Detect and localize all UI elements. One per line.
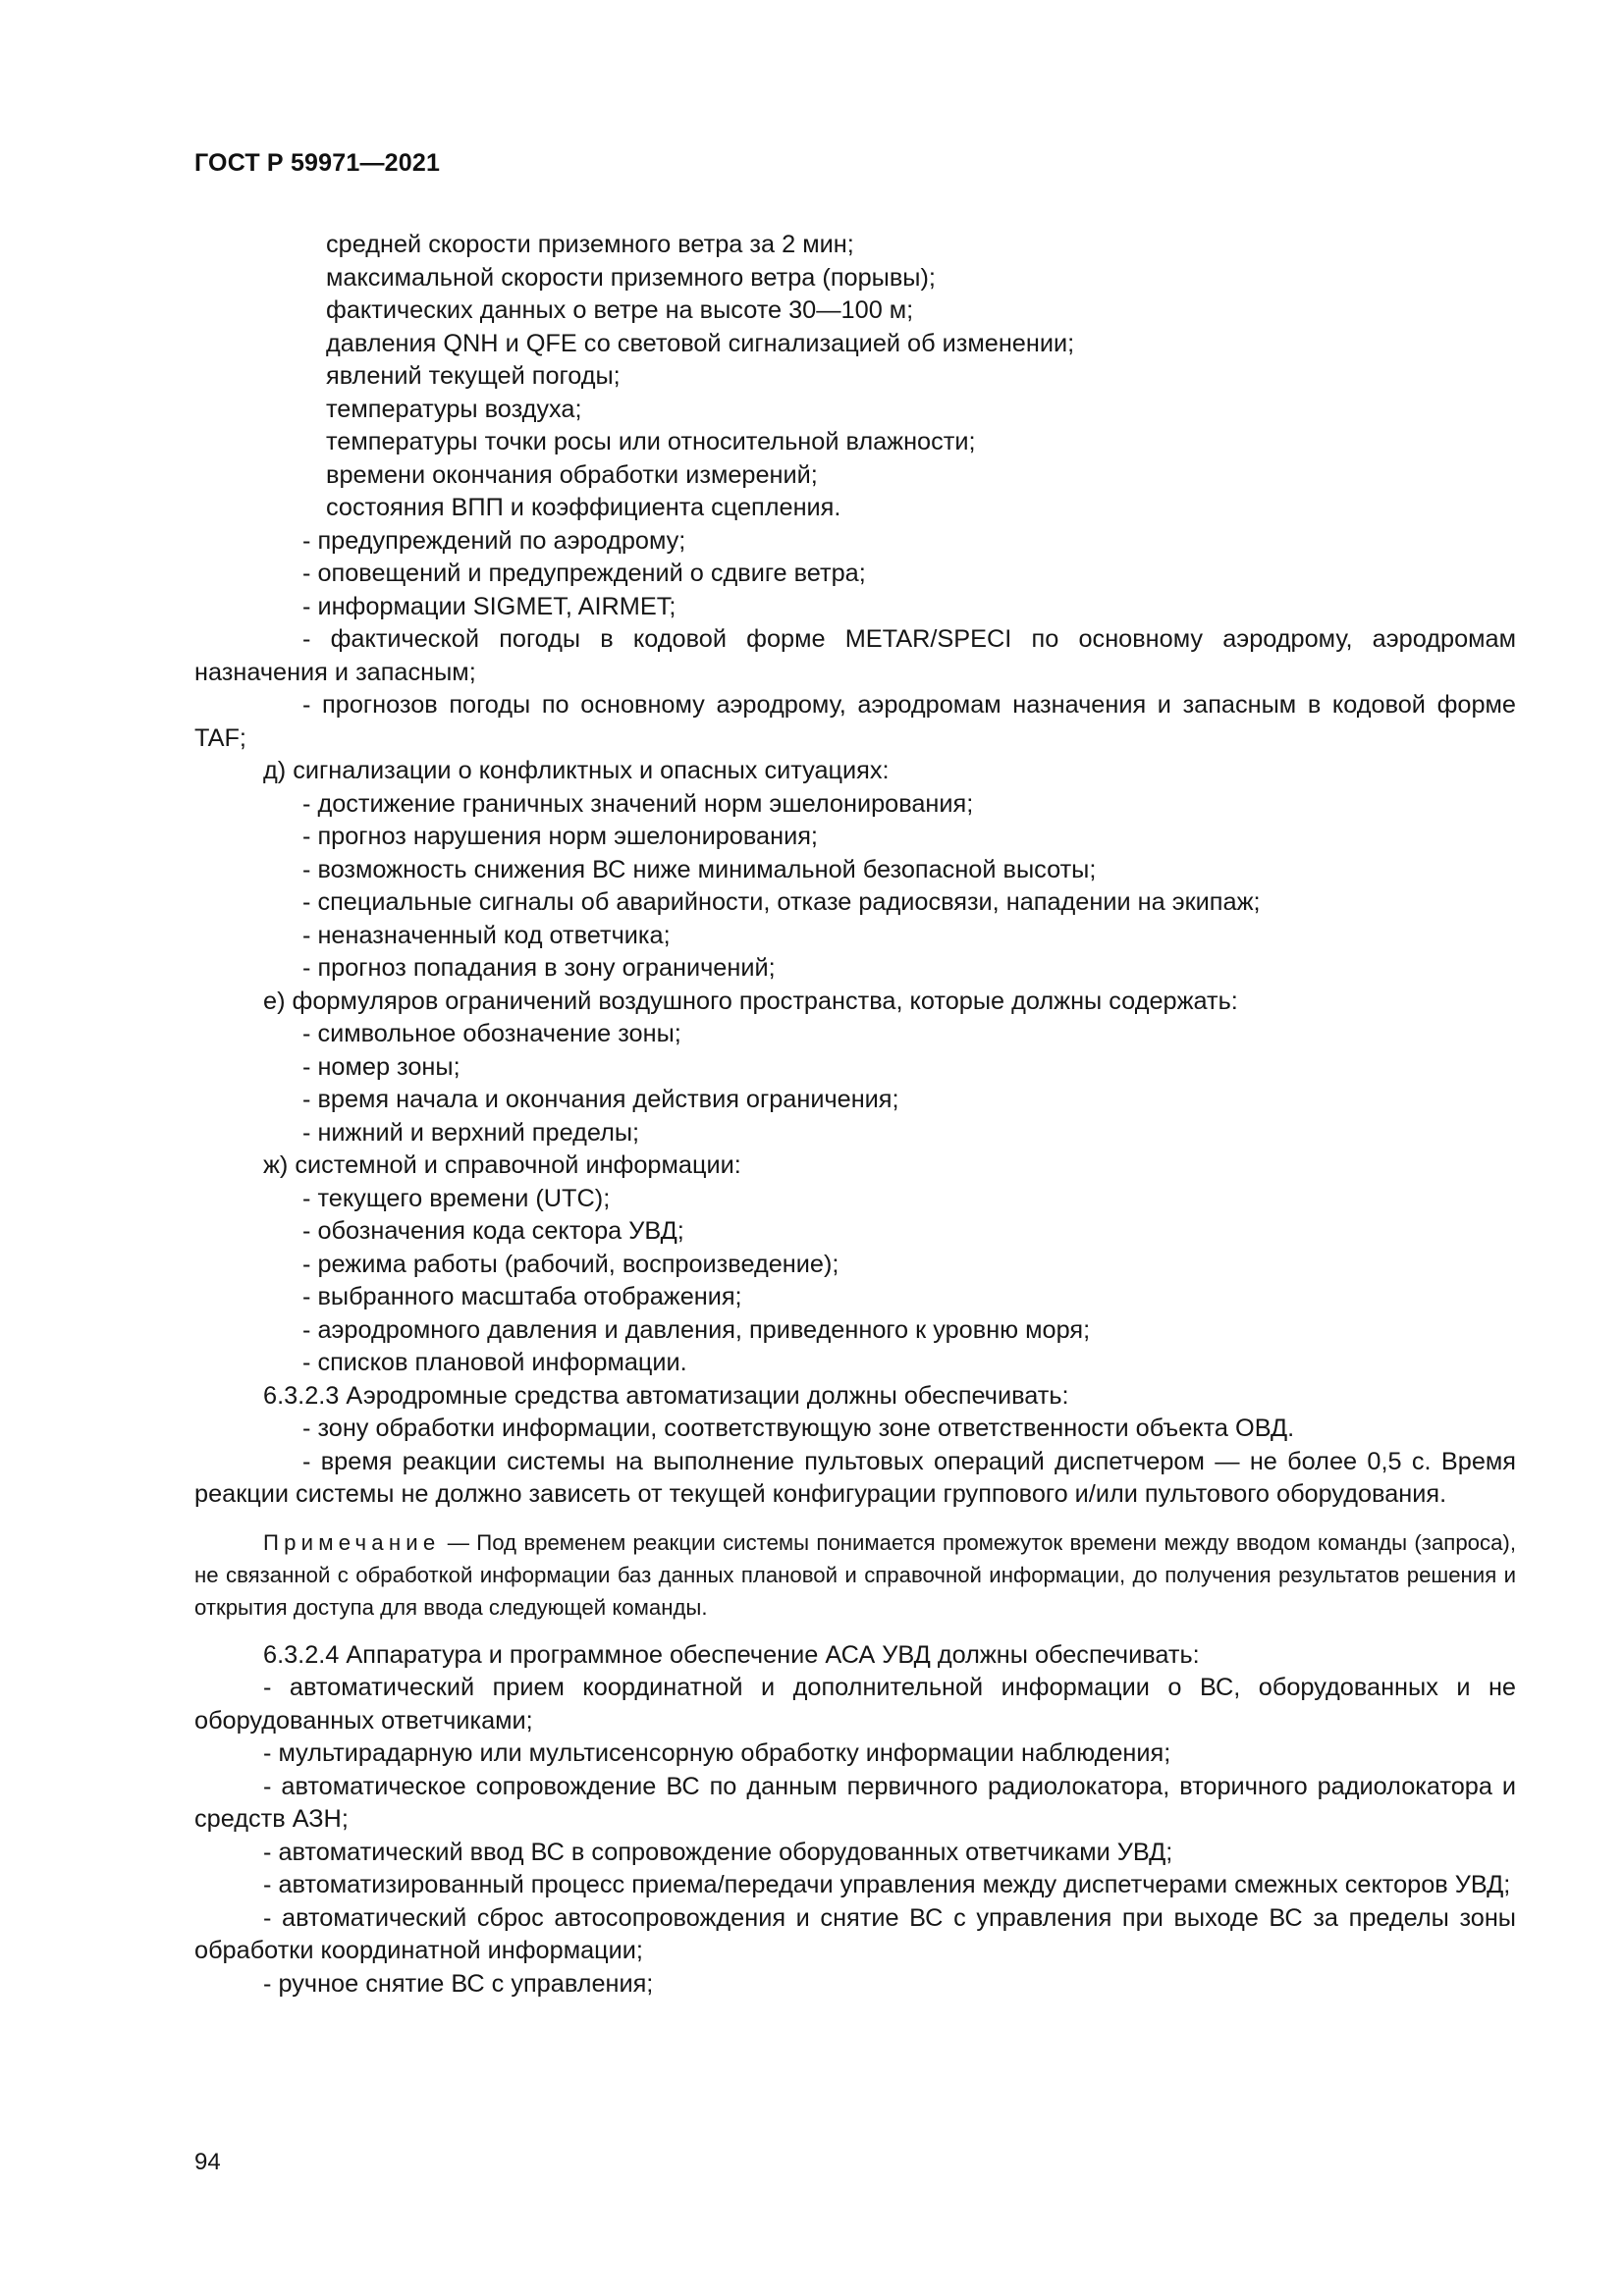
page-number: 94 [194, 2149, 221, 2175]
list-item: - ручное снятие ВС с управления; [263, 1969, 654, 1998]
list-item: - прогнозов погоды по основному аэродрому, аэродромам назначения и запасным в кодовой форме TAF; [194, 691, 1516, 752]
list-item: - автоматический прием координатной и дополнительной информации о ВС, оборудованных и не оборудованных ответчиками; [194, 1674, 1516, 1735]
list-item: - автоматизированный процесс приема/передачи управления между диспетчерами смежных секторов УВД; [263, 1871, 1511, 1898]
document-header: ГОСТ Р 59971—2021 [194, 149, 441, 177]
list-item: - нижний и верхний пределы; [302, 1118, 640, 1147]
list-item: - информации SIGMET, AIRMET; [302, 592, 677, 620]
list-item: температуры точки росы или относительной влажности; [326, 428, 976, 455]
list-item: - автоматический сброс автосопровождения и снятие ВС с управления при выходе ВС за пределы зоны обработки координатной информации; [194, 1903, 1516, 1964]
list-item: - выбранного масштаба отображения; [302, 1283, 742, 1310]
list-item: средней скорости приземного ветра за 2 мин; [326, 231, 854, 258]
list-item: времени окончания обработки измерений; [326, 460, 818, 489]
list-item: - автоматическое сопровождение ВС по данным первичного радиолокатора, вторичного радиолокатора и средств АЗН; [194, 1772, 1516, 1833]
note-paragraph [194, 1526, 1516, 1624]
list-item: - списков плановой информации. [302, 1349, 687, 1376]
section-heading: 6.3.2.4 Аппаратура и программное обеспечение АСА УВД должны обеспечивать: [263, 1640, 1200, 1669]
note-text: — Под временем реакции системы понимается промежуток времени между вводом команды (запроса), не связанной с обработкой информации баз данных плановой и справочной информации, до получения результатов решения и открытия доступа для ввода следующей команды. [194, 1529, 1516, 1620]
list-item: - режима работы (рабочий, воспроизведение); [302, 1250, 839, 1278]
document-body [194, 229, 1516, 2001]
list-item: - достижение граничных значений норм эшелонирования; [302, 789, 974, 818]
list-heading: е) формуляров ограничений воздушного пространства, которые должны содержать: [263, 987, 1238, 1015]
section-heading: 6.3.2.3 Аэродромные средства автоматизации должны обеспечивать: [263, 1381, 1069, 1410]
list-item: - специальные сигналы об аварийности, отказе радиосвязи, нападении на экипаж; [302, 888, 1261, 916]
note-label: Примечание [263, 1529, 441, 1555]
list-item: - прогноз попадания в зону ограничений; [302, 954, 776, 982]
list-item: - номер зоны; [302, 1052, 460, 1081]
list-item: - текущего времени (UTC); [302, 1184, 611, 1212]
list-item: - мультирадарную или мультисенсорную обработку информации наблюдения; [263, 1739, 1171, 1767]
list-item: - фактической погоды в кодовой форме METAR/SPECI по основному аэродрому, аэродромам назначения и запасным; [194, 625, 1516, 686]
list-item: - время реакции системы на выполнение пультовых операций диспетчером — не более 0,5 с. Время реакции системы не должно зависеть от текущей конфигурации группового и/или пультового оборудования. [194, 1447, 1516, 1508]
list-item: - прогноз нарушения норм эшелонирования; [302, 823, 818, 850]
list-item: - неназначенный код ответчика; [302, 921, 671, 949]
list-item: - оповещений и предупреждений о сдвиге ветра; [302, 560, 866, 587]
list-heading: д) сигнализации о конфликтных и опасных ситуациях: [263, 757, 890, 784]
list-item: состояния ВПП и коэффициента сцепления. [326, 494, 841, 521]
list-item: - зону обработки информации, соответствующую зоне ответственности объекта ОВД. [302, 1415, 1295, 1442]
list-item: - обозначения кода сектора УВД; [302, 1217, 684, 1245]
list-item: - предупреждений по аэродрому; [302, 526, 686, 555]
list-item: - символьное обозначение зоны; [302, 1020, 681, 1047]
list-item: максимальной скорости приземного ветра (порывы); [326, 263, 936, 292]
list-item: температуры воздуха; [326, 395, 582, 423]
list-item: - аэродромного давления и давления, приведенного к уровню моря; [302, 1315, 1091, 1344]
list-item: фактических данных о ветре на высоте 30—100 м; [326, 296, 914, 324]
list-item: давления QNH и QFE со световой сигнализацией об изменении; [326, 329, 1075, 357]
list-item: - возможность снижения ВС ниже минимальной безопасной высоты; [302, 855, 1097, 883]
list-item: - автоматический ввод ВС в сопровождение оборудованных ответчиками УВД; [263, 1838, 1173, 1866]
list-heading: ж) системной и справочной информации: [263, 1151, 741, 1179]
list-item: явлений текущей погоды; [326, 362, 621, 390]
list-item: - время начала и окончания действия ограничения; [302, 1086, 899, 1113]
